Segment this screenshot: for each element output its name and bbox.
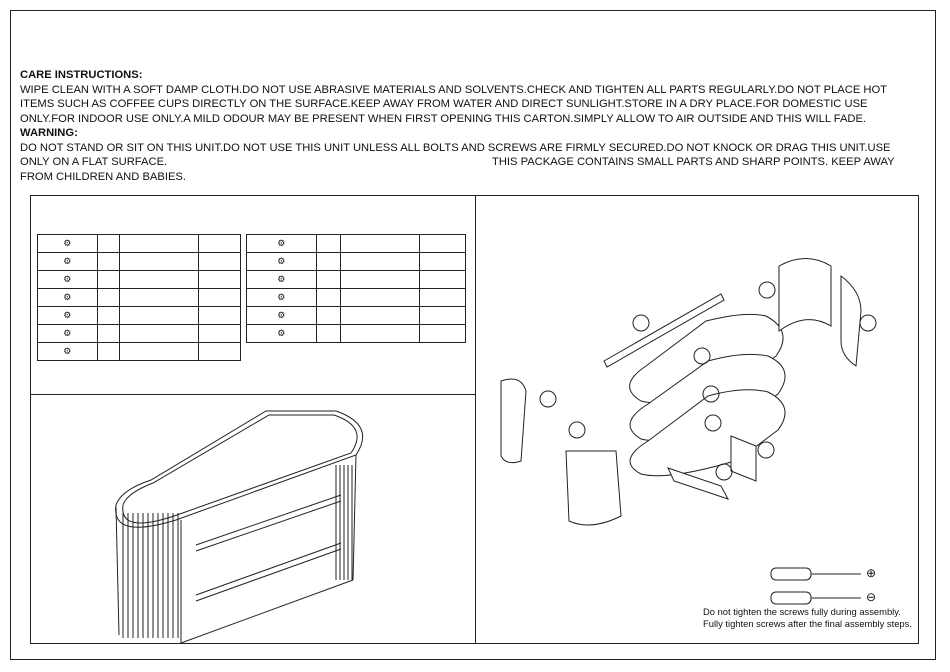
hardware-row bbox=[38, 343, 241, 361]
hardware-cell bbox=[340, 289, 419, 307]
hardware-cell bbox=[199, 271, 241, 289]
hardware-cell bbox=[120, 253, 199, 271]
hardware-cell bbox=[97, 235, 119, 253]
hardware-row bbox=[38, 235, 241, 253]
hardware-cell bbox=[340, 307, 419, 325]
hardware-cell bbox=[316, 307, 340, 325]
assembly-note bbox=[703, 606, 912, 629]
long-screw-icon: ⚙ bbox=[38, 307, 98, 325]
hardware-row bbox=[38, 289, 241, 307]
slotted-sign-icon: ⊖ bbox=[866, 590, 877, 604]
hardware-table-left bbox=[37, 234, 241, 361]
warning-heading: WARNING: bbox=[20, 127, 78, 139]
tiny-screw-icon: ⚙ bbox=[247, 307, 317, 325]
hardware-cell bbox=[97, 271, 119, 289]
hardware-cell bbox=[120, 235, 199, 253]
hardware-row bbox=[247, 325, 466, 343]
hex-key-icon: ⚙ bbox=[247, 271, 317, 289]
allen-key-icon: ⚙ bbox=[38, 343, 98, 361]
hardware-cell bbox=[120, 325, 199, 343]
hardware-cell bbox=[420, 325, 466, 343]
hardware-cell bbox=[340, 271, 419, 289]
hardware-cell bbox=[420, 307, 466, 325]
cam-bolt-icon: ⚙ bbox=[38, 235, 98, 253]
hardware-row bbox=[247, 235, 466, 253]
leaf-plug-icon: ⚙ bbox=[247, 325, 317, 343]
hardware-cell bbox=[420, 289, 466, 307]
hardware-cell bbox=[316, 271, 340, 289]
hardware-row bbox=[247, 253, 466, 271]
hardware-cell bbox=[420, 235, 466, 253]
assembled-cabinet-drawing bbox=[31, 395, 477, 645]
hardware-cell bbox=[120, 307, 199, 325]
hardware-cell bbox=[340, 235, 419, 253]
warning-line-2 bbox=[20, 155, 920, 170]
hardware-cell bbox=[316, 325, 340, 343]
hardware-panel bbox=[30, 195, 476, 395]
hardware-cell bbox=[340, 325, 419, 343]
short-screw-icon: ⚙ bbox=[38, 325, 98, 343]
dowel-icon: ⚙ bbox=[38, 271, 98, 289]
hardware-cell bbox=[199, 343, 241, 361]
note-line-2: Fully tighten screws after the final assembly steps. bbox=[703, 617, 912, 629]
care-text: WIPE CLEAN WITH A SOFT DAMP CLOTH.DO NOT USE ABRASIVE MATERIALS AND SOLVENTS.CHECK AND TIGHTEN ALL PARTS REGULARLY.DO NOT PLACE HOT ITEMS SUCH AS COFFEE CUPS DIRECTLY ON THE SURFACE.KEEP AWAY FROM WATER AND DIRECT SUNLIGHT.STORE IN A DRY PLACE.FOR DOMESTIC USE ONLY.FOR INDOOR USE ONLY.A MILD ODOUR MAY BE PRESENT WHEN FIRST OPENING THIS CARTON.SIMPLY ALLOW TO AIR OUTSIDE AND THIS WILL FADE. bbox=[20, 83, 887, 125]
hardware-cell bbox=[97, 325, 119, 343]
small-screw-icon: ⚙ bbox=[247, 289, 317, 307]
hardware-cell bbox=[316, 253, 340, 271]
hardware-cell bbox=[97, 289, 119, 307]
hardware-row bbox=[247, 289, 466, 307]
cam-lock-icon: ⚙ bbox=[38, 253, 98, 271]
hardware-cell bbox=[340, 253, 419, 271]
warning-line-1: DO NOT STAND OR SIT ON THIS UNIT.DO NOT USE THIS UNIT UNLESS ALL BOLTS AND SCREWS ARE FIRMLY SECURED.DO NOT KNOCK OR DRAG THIS UNIT.USE bbox=[20, 141, 891, 154]
bolt-icon: ⚙ bbox=[247, 253, 317, 271]
hardware-cell bbox=[120, 289, 199, 307]
warning-line-2b: THIS PACKAGE CONTAINS SMALL PARTS AND SHARP POINTS. KEEP AWAY bbox=[492, 156, 895, 168]
hardware-cell bbox=[199, 235, 241, 253]
care-heading: CARE INSTRUCTIONS: bbox=[20, 69, 143, 81]
hardware-cell bbox=[199, 253, 241, 271]
hardware-table-right bbox=[246, 234, 466, 343]
hardware-cell bbox=[199, 307, 241, 325]
hardware-row bbox=[247, 271, 466, 289]
hardware-row bbox=[38, 271, 241, 289]
hardware-cell bbox=[420, 253, 466, 271]
hardware-cell bbox=[316, 289, 340, 307]
screwdriver-icons bbox=[771, 568, 861, 604]
hardware-row bbox=[38, 325, 241, 343]
hardware-cell bbox=[97, 343, 119, 361]
instructions-text bbox=[20, 68, 920, 184]
hardware-row bbox=[38, 307, 241, 325]
long-screw-icon: ⚙ bbox=[38, 289, 98, 307]
hardware-cell bbox=[420, 271, 466, 289]
hardware-cell bbox=[120, 271, 199, 289]
hardware-cell bbox=[316, 235, 340, 253]
hardware-row bbox=[247, 307, 466, 325]
assembled-view-panel bbox=[30, 394, 476, 644]
hardware-row bbox=[38, 253, 241, 271]
hardware-cell bbox=[199, 289, 241, 307]
phillips-sign-icon: ⊕ bbox=[866, 566, 877, 580]
warning-line-3: FROM CHILDREN AND BABIES. bbox=[20, 170, 186, 183]
warning-line-2a: ONLY ON A FLAT SURFACE. bbox=[20, 156, 168, 168]
hardware-cell bbox=[97, 307, 119, 325]
hardware-cell bbox=[97, 253, 119, 271]
washer-icon: ⚙ bbox=[247, 235, 317, 253]
hardware-cell bbox=[199, 325, 241, 343]
note-line-1: Do not tighten the screws fully during assembly. bbox=[703, 606, 901, 617]
exploded-cabinet-drawing bbox=[476, 196, 920, 645]
exploded-view-panel bbox=[475, 195, 919, 644]
hardware-cell bbox=[120, 343, 199, 361]
